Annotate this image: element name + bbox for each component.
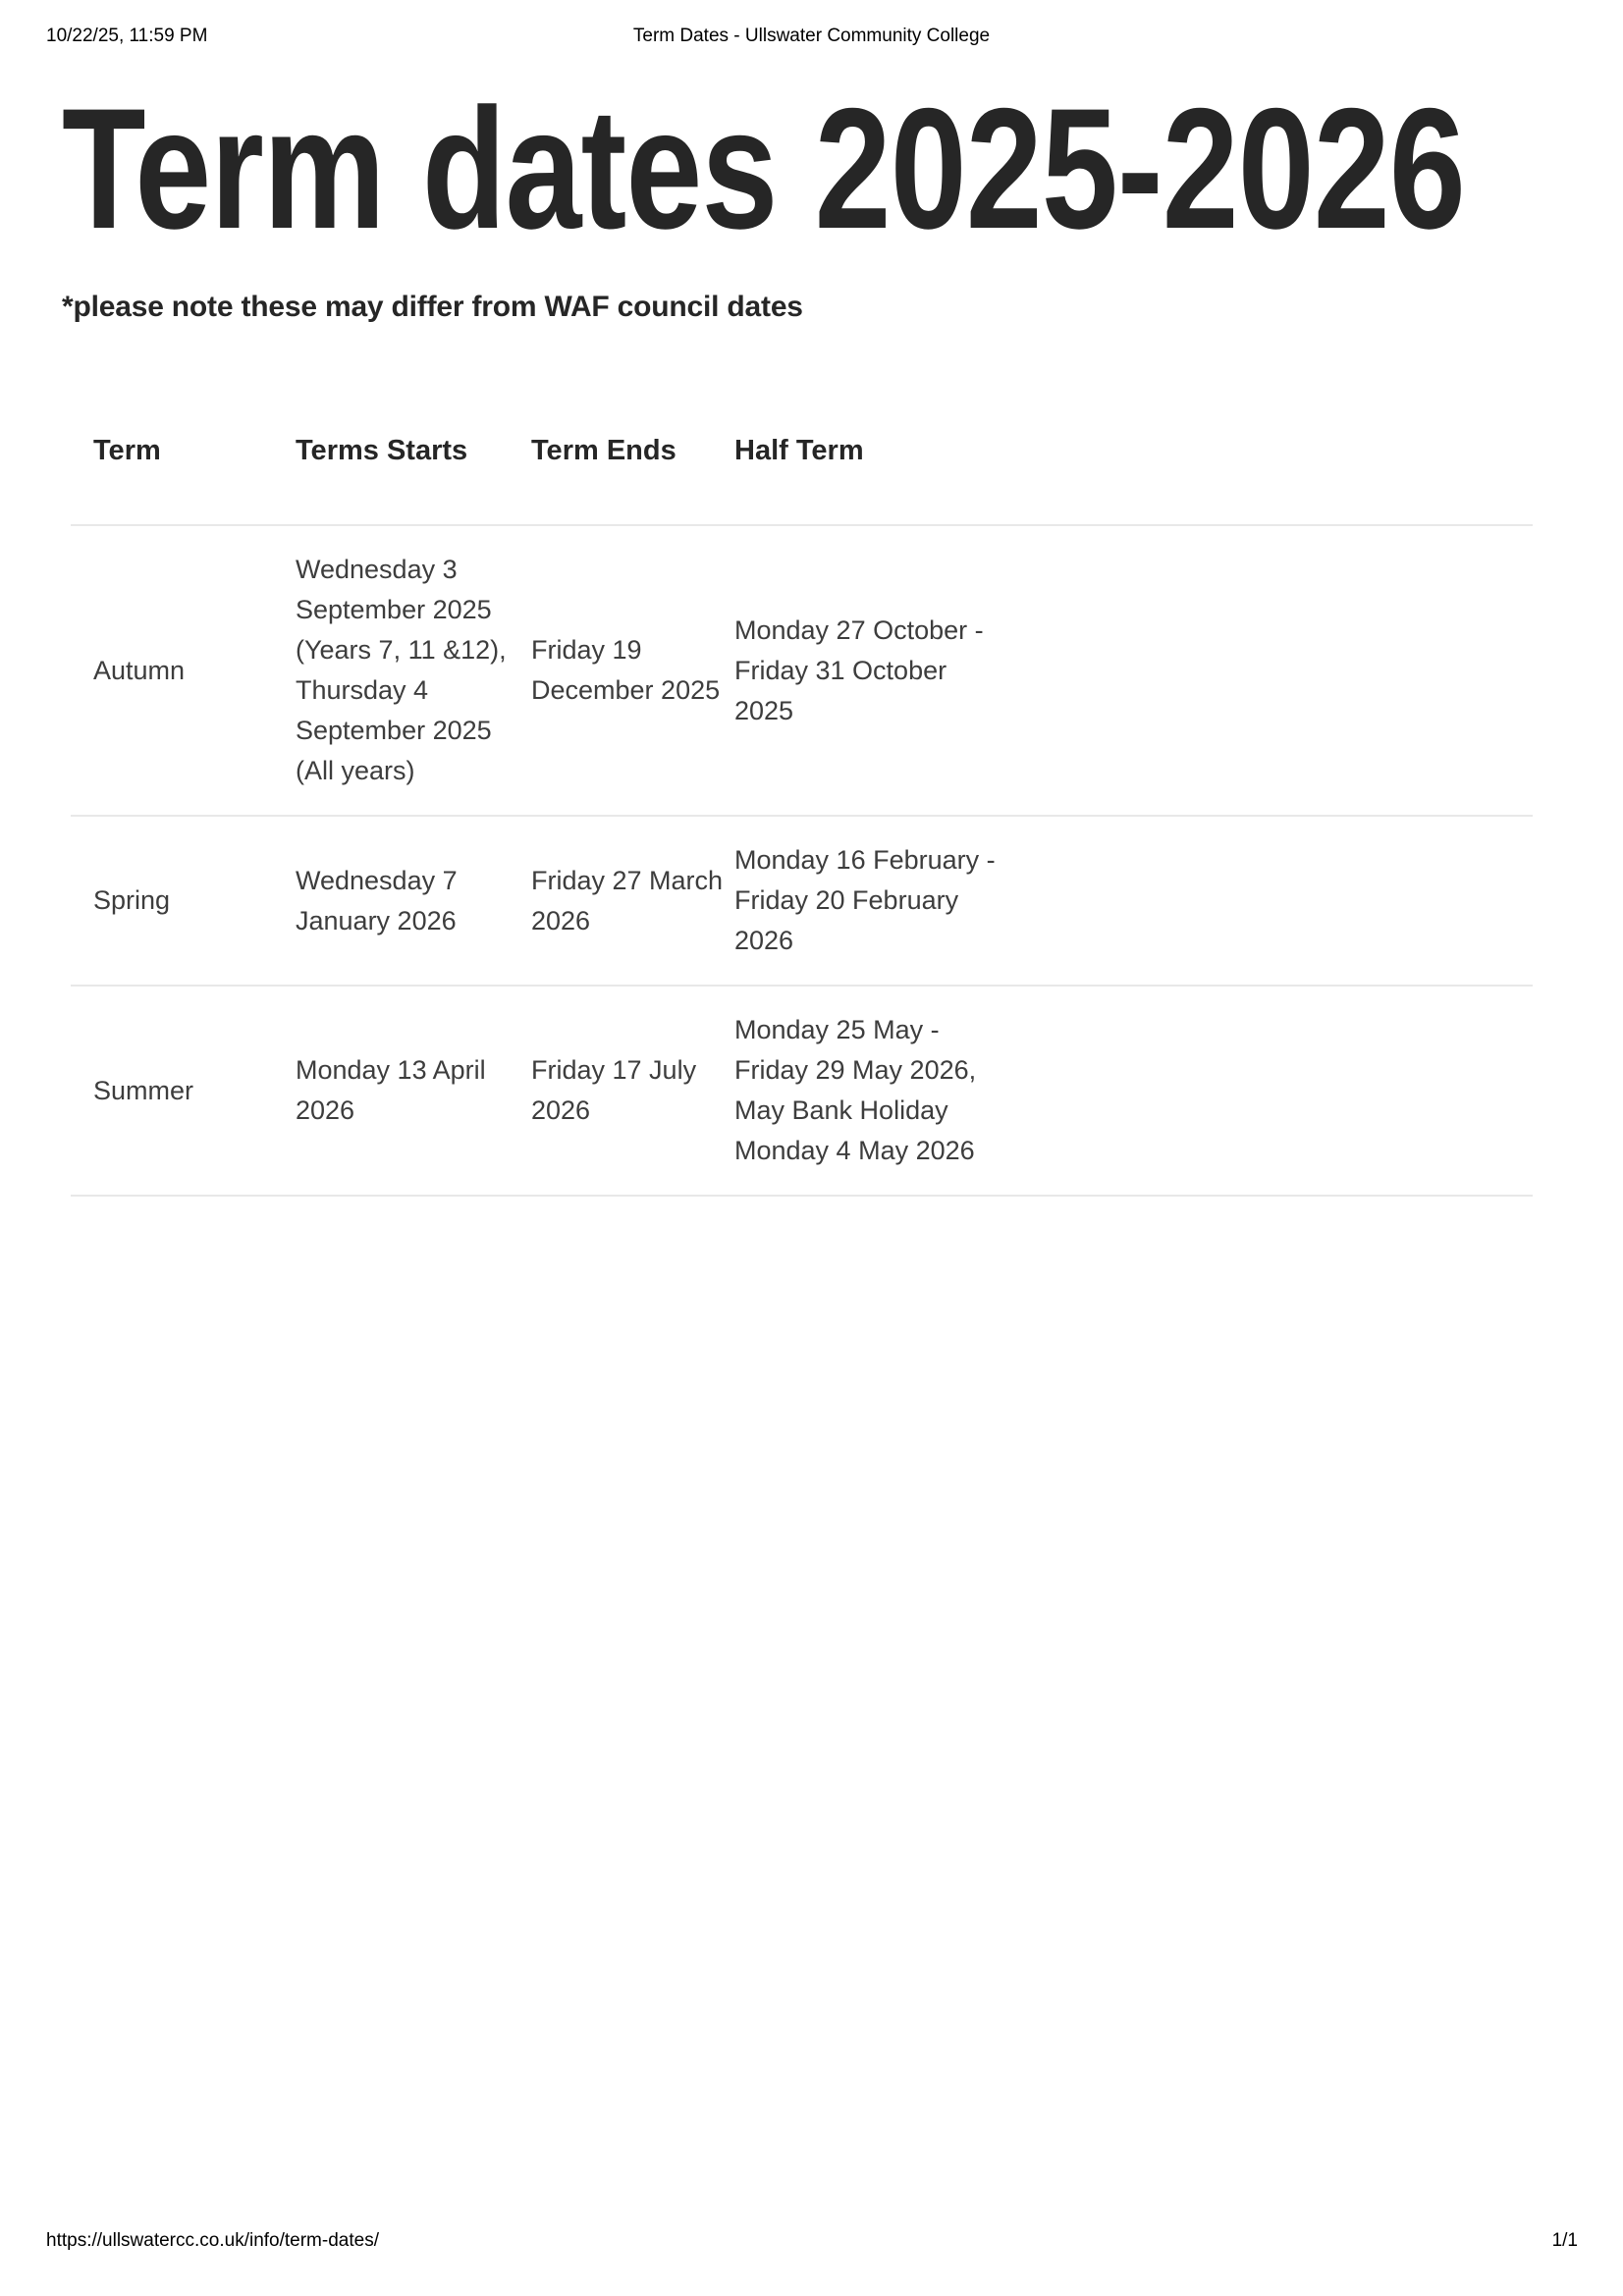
column-header-term-ends: Term Ends [531, 413, 734, 525]
print-timestamp: 10/22/25, 11:59 PM [46, 26, 208, 46]
column-header-term: Term [71, 413, 296, 525]
cell-filler [1005, 816, 1533, 986]
cell-half-term: Monday 27 October - Friday 31 October 2025 [734, 525, 1005, 816]
cell-term-ends: Friday 27 March 2026 [531, 816, 734, 986]
table-header-row [71, 413, 1533, 525]
print-footer [46, 2230, 1578, 2252]
print-doc-title: Term Dates - Ullswater Community College [632, 26, 991, 46]
cell-half-term: Monday 16 February - Friday 20 February 2026 [734, 816, 1005, 986]
column-header-filler [1005, 413, 1533, 525]
table-row-spring [71, 816, 1533, 986]
cell-filler [1005, 986, 1533, 1196]
cell-term: Spring [71, 816, 296, 986]
cell-term-starts: Monday 13 April 2026 [296, 986, 531, 1196]
term-dates-table [71, 413, 1533, 1197]
cell-half-term: Monday 25 May - Friday 29 May 2026, May Bank Holiday Monday 4 May 2026 [734, 986, 1005, 1196]
column-header-term-starts: Terms Starts [296, 413, 531, 525]
column-header-half-term: Half Term [734, 413, 1005, 525]
cell-term-ends: Friday 17 July 2026 [531, 986, 734, 1196]
council-dates-note: *please note these may differ from WAF council dates [62, 291, 803, 323]
cell-term-starts: Wednesday 7 January 2026 [296, 816, 531, 986]
cell-term-starts: Wednesday 3 September 2025 (Years 7, 11 &12), Thursday 4 September 2025 (All years) [296, 525, 531, 816]
cell-filler [1005, 525, 1533, 816]
cell-term: Summer [71, 986, 296, 1196]
table-row-summer [71, 986, 1533, 1196]
cell-term-ends: Friday 19 December 2025 [531, 525, 734, 816]
page-number: 1/1 [1551, 2230, 1578, 2251]
cell-term: Autumn [71, 525, 296, 816]
print-url: https://ullswatercc.co.uk/info/term-dates/ [46, 2230, 379, 2251]
table-row-autumn [71, 525, 1533, 816]
page-title: Term dates 2025-2026 [62, 74, 1465, 265]
